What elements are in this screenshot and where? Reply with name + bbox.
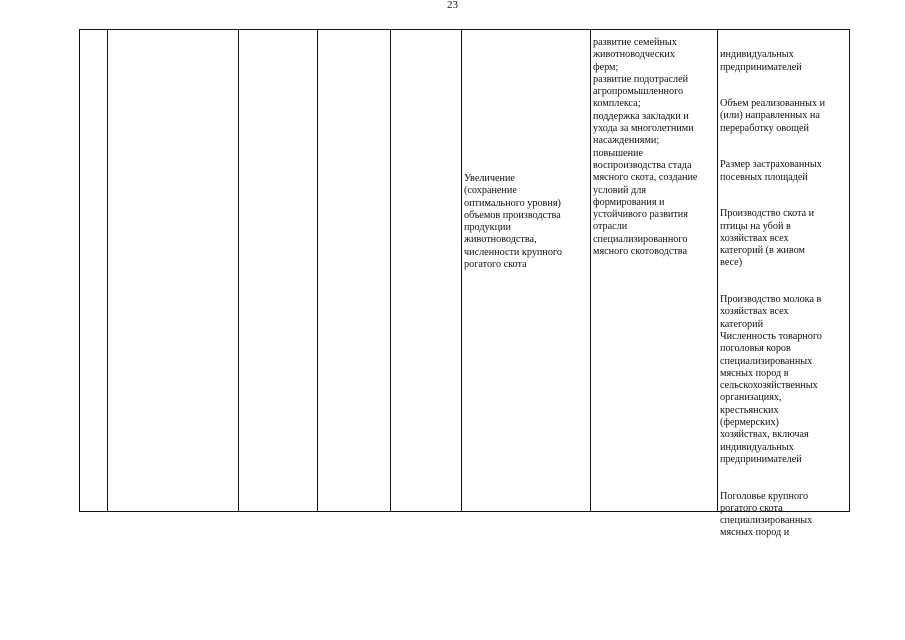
indicator-item: Размер застрахованных посевных площадей [720, 159, 822, 183]
indicator-item: Объем реализованных и (или) направленных на переработку овощей [720, 98, 826, 134]
column-border [849, 30, 850, 511]
measures-cell: развитие семейных животноводческих ферм; развитие подотраслей агропромышленного комплекса; поддержка закладки и ухода за многолетними насаждениями; повышение воспроизводства стада мясного скота, создание условий для формирования и устойчивого развития отрасли специализированного мясного скотоводства [593, 37, 698, 258]
column-border [79, 30, 80, 511]
indicator-item: Производство скота и птицы на убой в хозяйствах всех категорий (в живом весе) [720, 208, 815, 269]
indicator-item: Производство молока в хозяйствах всех категорий Численность товарного поголовья коров специализированных мясных пород в сельскохозяйственных организациях, крестьянских (фермерских) хозяйствах, включая индивидуальных предпринимателей [720, 294, 822, 465]
column-border [590, 30, 591, 511]
data-table [79, 29, 850, 539]
column-border [317, 30, 318, 511]
column-border [238, 30, 239, 511]
column-border [390, 30, 391, 511]
column-border [717, 30, 718, 511]
page-number: 23 [447, 0, 458, 11]
column-border [461, 30, 462, 511]
goal-cell: Увеличение (сохранение оптимального уровня) объемов производства продукции животноводства, численности крупного рогатого скота [464, 173, 562, 271]
column-border [107, 30, 108, 511]
indicators-cell [720, 37, 848, 552]
indicator-item: Поголовье крупного рогатого скота специализированных мясных пород и [720, 490, 813, 539]
indicator-item: индивидуальных предпринимателей [720, 49, 802, 73]
